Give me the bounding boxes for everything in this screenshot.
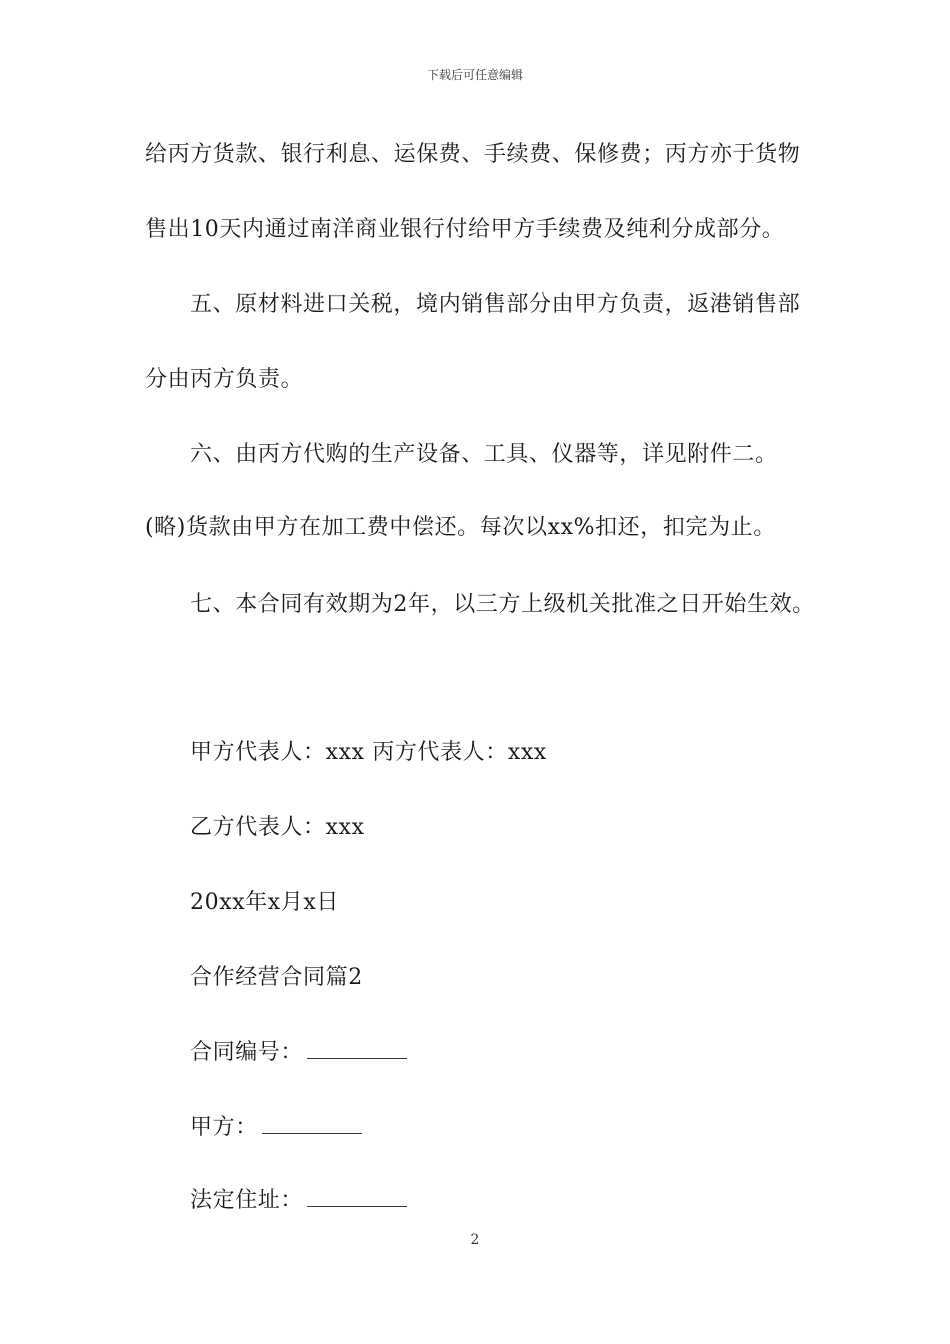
contract-number-row	[190, 1035, 407, 1066]
representative-b: 乙方代表人：xxx	[190, 815, 365, 840]
address-row	[190, 1183, 407, 1214]
address-label: 法定住址：	[190, 1188, 304, 1213]
party-a-label: 甲方：	[190, 1115, 258, 1140]
address-blank	[307, 1186, 407, 1207]
section-title: 合作经营合同篇2	[190, 965, 363, 990]
clause-six-line-1: 六、由丙方代购的生产设备、工具、仪器等，详见附件二。	[190, 442, 778, 467]
contract-number-label: 合同编号：	[190, 1040, 304, 1065]
body-line-1: 给丙方货款、银行利息、运保费、手续费、保修费；丙方亦于货物	[145, 142, 801, 167]
clause-five-line-1: 五、原材料进口关税，境内销售部分由甲方负责，返港销售部	[190, 292, 801, 317]
contract-number-blank	[307, 1038, 407, 1059]
party-a-blank	[262, 1113, 362, 1134]
clause-seven: 七、本合同有效期为2年，以三方上级机关批准之日开始生效。	[190, 592, 815, 617]
signing-date: 20xx年x月x日	[190, 890, 340, 915]
representatives-a-c: 甲方代表人：xxx 丙方代表人：xxx	[190, 740, 547, 765]
clause-six-line-2: (略)货款由甲方在加工费中偿还。每次以xx%扣还，扣完为止。	[145, 515, 776, 540]
page-header: 下载后可任意编辑	[426, 68, 523, 82]
clause-five-line-2: 分由丙方负责。	[145, 367, 304, 392]
body-line-2: 售出10天内通过南洋商业银行付给甲方手续费及纯利分成部分。	[145, 217, 785, 242]
page-number: 2	[470, 1232, 480, 1248]
party-a-row	[190, 1110, 362, 1141]
